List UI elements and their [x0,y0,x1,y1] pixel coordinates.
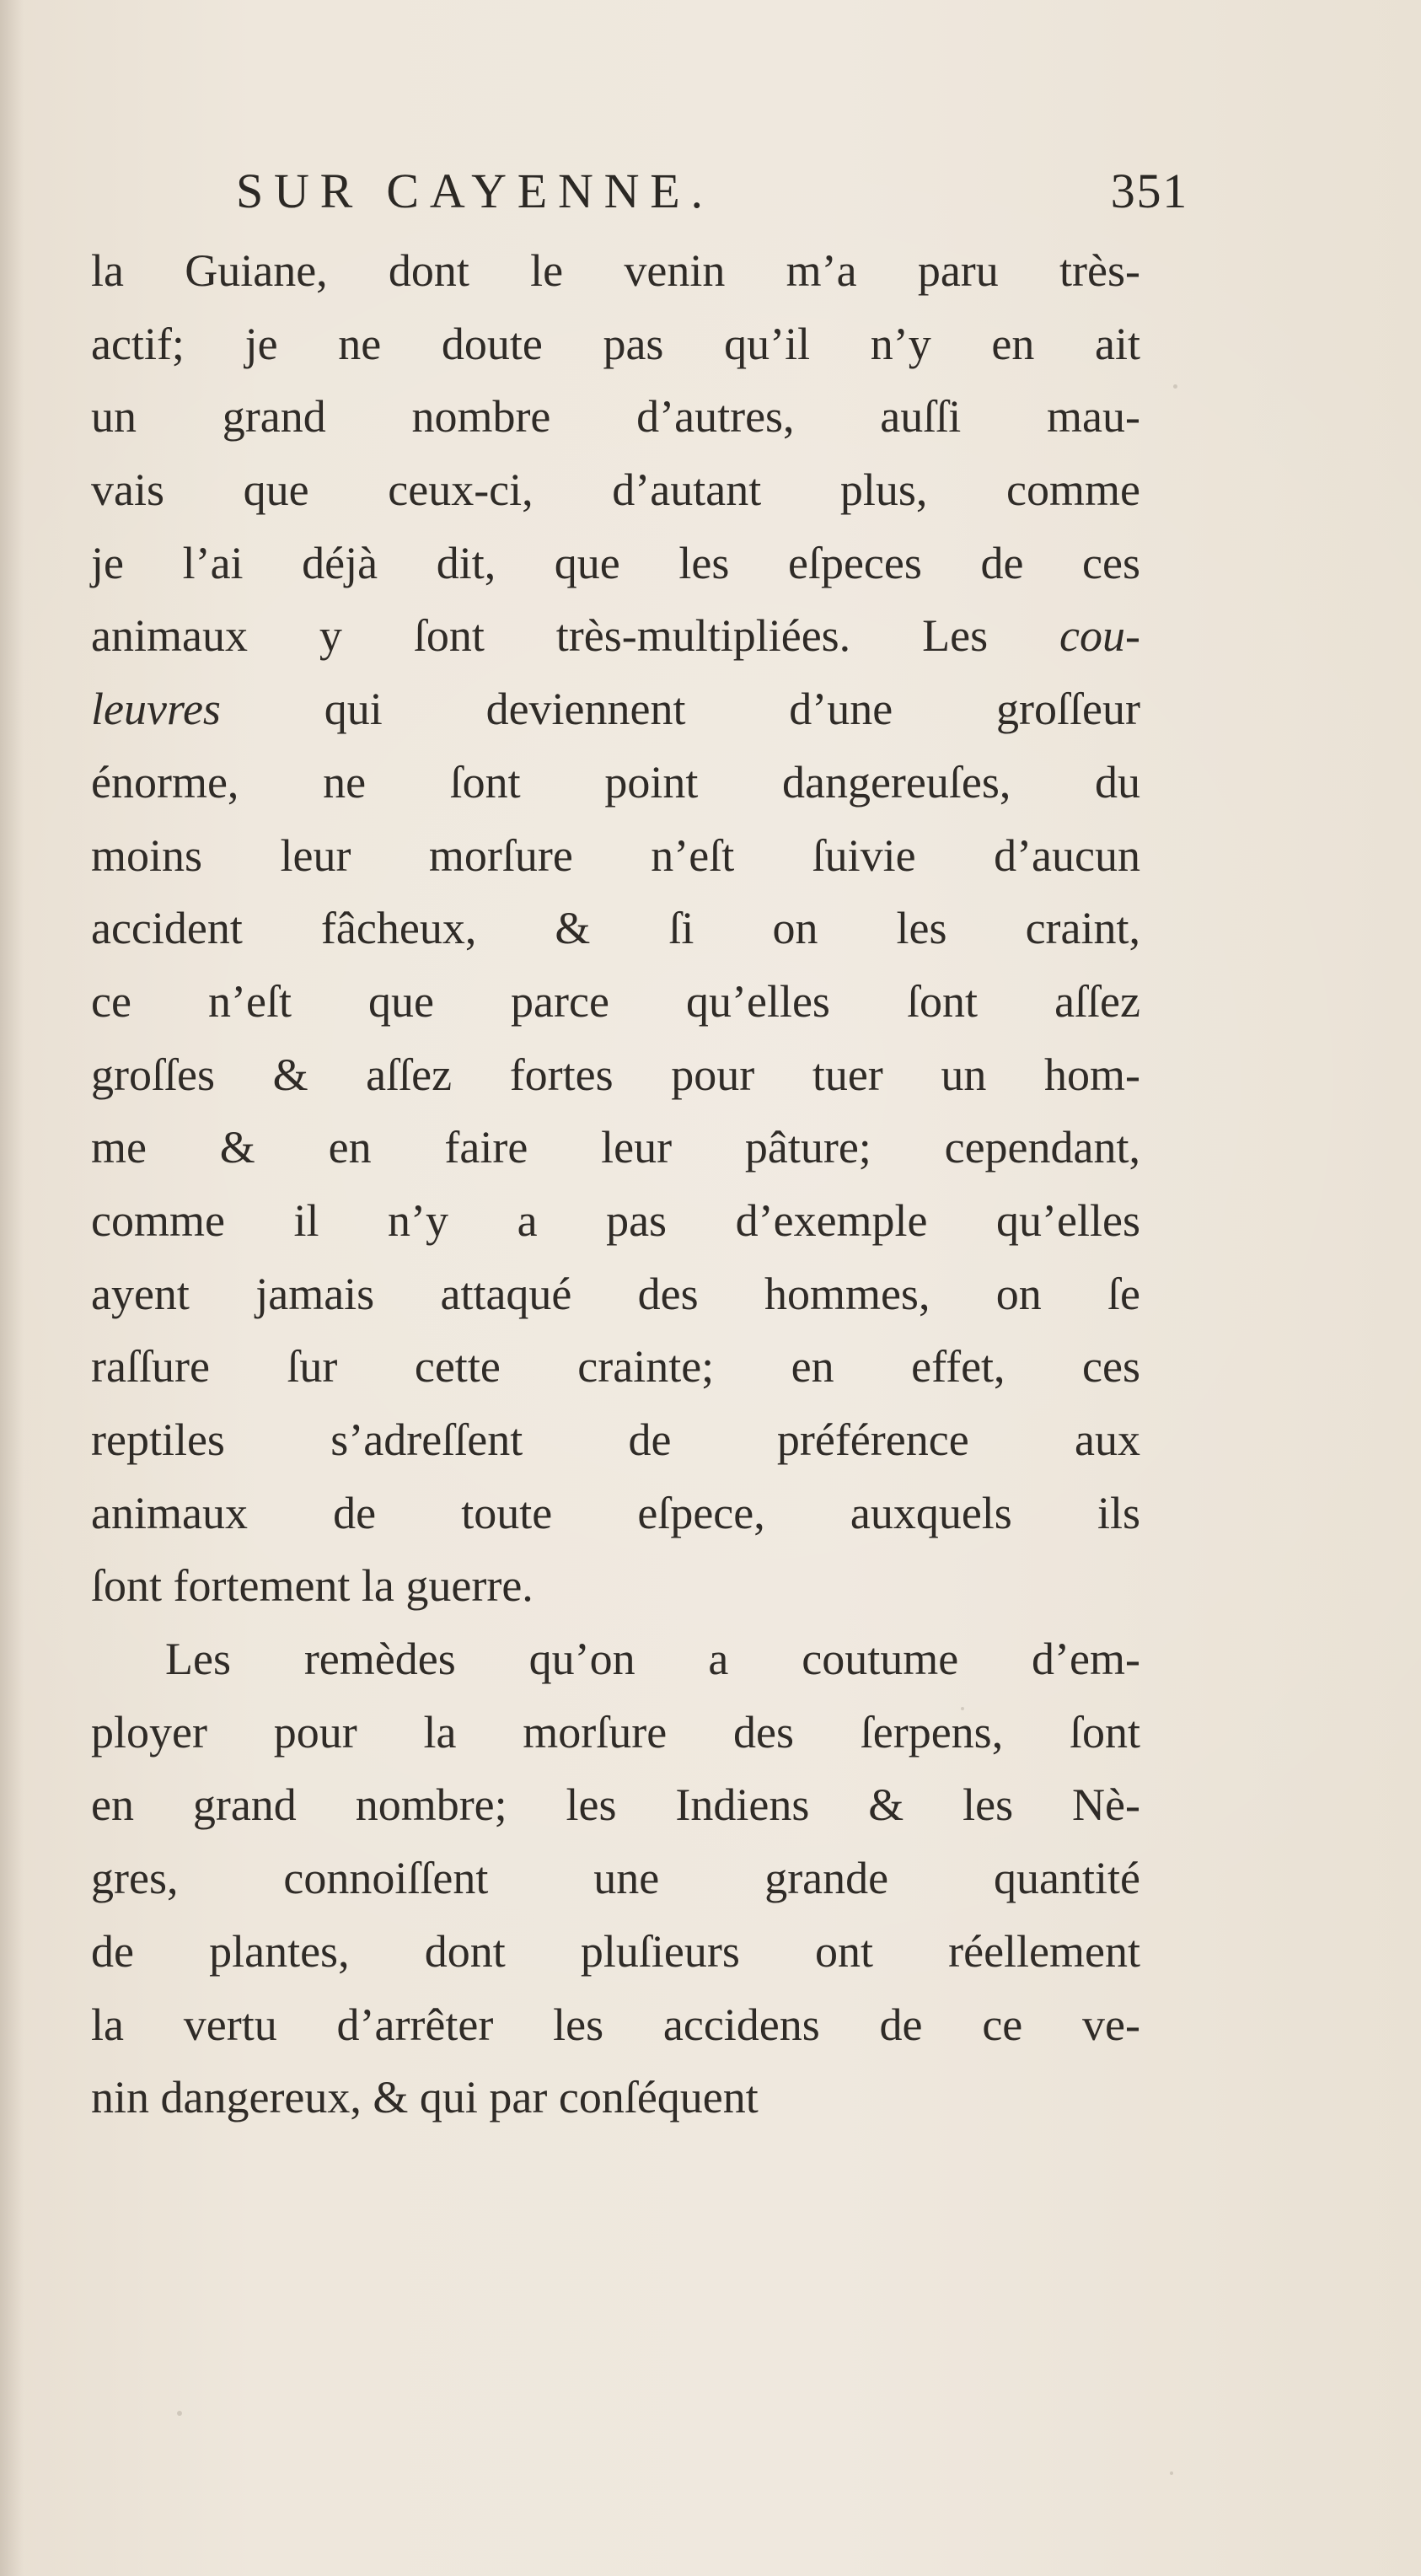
text-line: groſſes & aſſez fortes pour tuer un hom- [91,1049,1140,1100]
text-segment: qui deviennent d’une groſſeur [220,684,1140,735]
text-line: la vertu d’arrêter les accidens de ce ve- [91,1999,1140,2050]
paper-speck [1170,2471,1173,2475]
paper-speck [961,1707,964,1710]
text-line: vais que ceux-ci, d’autant plus, comme [91,464,1140,516]
text-line: ployer pour la morſure des ſerpens, ſont [91,1706,1140,1758]
text-line: reptiles s’adreſſent de préférence aux [91,1414,1140,1465]
text-line: je l’ai déjà dit, que les eſpeces de ces [91,537,1140,588]
text-line: gres, connoiſſent une grande quantité [91,1853,1140,1904]
italic-word-couleuvres-end: leuvres [91,684,221,735]
italic-word-couleuvres-start: cou- [1059,610,1140,662]
body-text [91,234,1140,2134]
page-number: 351 [1110,164,1188,218]
text-line: nin dangereux, & qui par conſéquent [91,2072,759,2123]
text-line: de plantes, dont pluſieurs ont réellement [91,1925,1140,1977]
text-line: moins leur morſure n’eſt ſuivie d’aucun [91,829,1140,881]
text-line: ce n’eſt que parce qu’elles ſont aſſez [91,975,1140,1027]
text-segment: animaux y ſont très-multipliées. Les [91,610,1060,662]
text-line: raſſure ſur cette crainte; en effet, ces [91,1341,1140,1393]
text-line: me & en faire leur pâture; cependant, [91,1122,1140,1173]
text-line: comme il n’y a pas d’exemple qu’elles [91,1194,1140,1246]
paper-speck [1173,384,1177,389]
running-title: SUR CAYENNE. [236,164,714,218]
running-head [236,162,1188,221]
text-line: ayent jamais attaqué des hommes, on ſe [91,1268,1140,1319]
text-line: Les remèdes qu’on a coutume d’em- [165,1634,1140,1685]
text-line: un grand nombre d’autres, auſſi mau- [91,391,1140,443]
text-line: la Guiane, dont le venin m’a paru très- [91,245,1140,296]
text-line [91,599,1140,673]
text-line: énorme, ne ſont point dangereuſes, du [91,756,1140,808]
text-line [91,673,1140,746]
paper-speck [177,2411,182,2416]
text-line: animaux de toute eſpece, auxquels ils [91,1487,1140,1538]
text-line: actif; je ne doute pas qu’il n’y en ait [91,318,1140,369]
text-line: ſont fortement la guerre. [91,1560,534,1612]
text-line: accident fâcheux, & ſi on les craint, [91,903,1140,954]
text-line: en grand nombre; les Indiens & les Nè- [91,1779,1140,1831]
